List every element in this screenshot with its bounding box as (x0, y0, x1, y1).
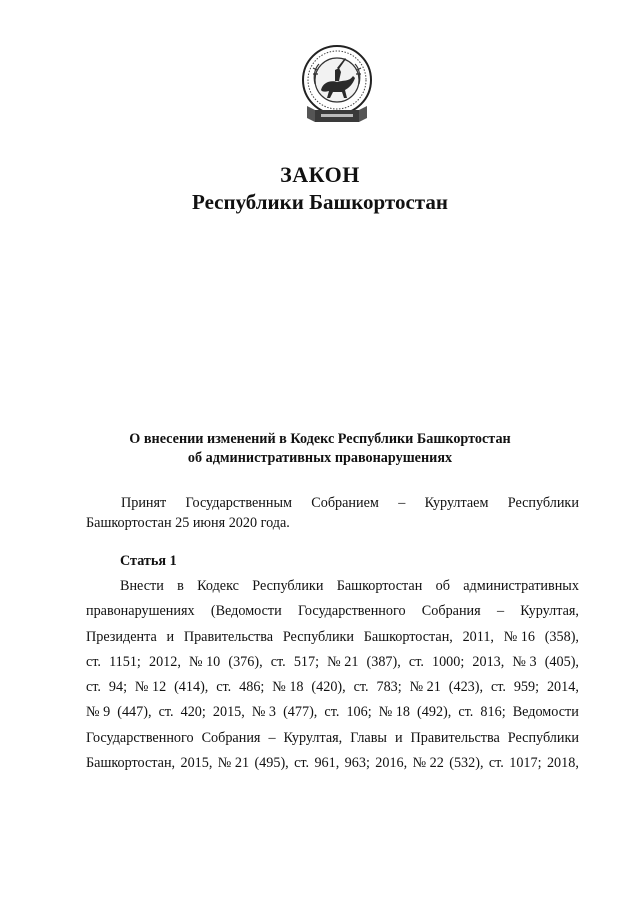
article-word: Главы (350, 729, 387, 746)
article-word: № 21 (217, 755, 250, 772)
article-word: (405), (544, 653, 579, 670)
adoption-word: Курултаем (424, 495, 489, 511)
article-line (86, 574, 579, 599)
article-word: № 9 (86, 704, 111, 721)
article-word: № 12 (134, 679, 167, 696)
article-word: Правительства (410, 729, 500, 746)
article-word: 1000; (431, 653, 465, 670)
article-line (86, 650, 579, 675)
article-word: 1017; (509, 755, 542, 772)
article-word: 94; (108, 679, 128, 696)
article-line (86, 751, 579, 776)
article-line (86, 599, 579, 624)
article-word: (532), (449, 755, 484, 772)
article-word: Собрания (421, 603, 481, 620)
law-name-line-2: об административных правонарушениях (187, 450, 453, 466)
article-word: (447), (117, 704, 152, 721)
article-word: 2012, (148, 653, 181, 670)
article-word: 963; (344, 755, 370, 772)
article-line (86, 700, 579, 725)
article-word: ст. (270, 653, 286, 670)
article-word: ст. (324, 704, 340, 721)
article-word: № 21 (327, 653, 359, 670)
article-word: 106; (346, 704, 372, 721)
article-word: Ведомости (512, 704, 579, 721)
article-word: административных (463, 578, 579, 594)
article-word: № 3 (512, 653, 537, 670)
law-name-line-1: О внесении изменений в Кодекс Республики Башкортостан (129, 431, 511, 447)
document-title: ЗАКОН (280, 162, 360, 187)
article-word: № 22 (412, 755, 444, 772)
article-word: Собрания (201, 729, 261, 746)
article-line (86, 675, 579, 700)
article-word: 961, (314, 755, 340, 772)
article-word: (387), (366, 653, 401, 670)
adoption-note (86, 493, 579, 533)
adoption-word: Государственным (185, 495, 292, 511)
article-word: Правительства (183, 628, 274, 645)
article-word: 2015, (212, 704, 245, 721)
article-word: (376), (228, 653, 263, 670)
article-word: № 18 (272, 679, 304, 696)
article-word: Государственного (86, 729, 194, 746)
article-word: (Ведомости (210, 603, 282, 620)
article-word: (495), (254, 755, 289, 772)
article-word: (420), (311, 679, 346, 696)
article-body (86, 574, 579, 776)
article-word: Башкортостан, (363, 628, 453, 645)
article-word: 420; (180, 704, 206, 721)
article-word: Республики (282, 628, 355, 645)
article-word: Башкортостан, (86, 755, 176, 772)
article-word: 816; (480, 704, 506, 721)
article-word: и (394, 729, 403, 746)
article-word: (358), (544, 628, 579, 645)
adoption-word: Республики (507, 495, 579, 511)
article-word: (423), (448, 679, 484, 696)
adoption-word: Принят (121, 495, 167, 511)
article-word: 959; (513, 679, 540, 696)
article-word: ст. (353, 679, 369, 696)
article-word: Кодекс (197, 578, 239, 594)
article-word: № 16 (503, 628, 535, 645)
article-word: (492), (417, 704, 452, 721)
article-word: № 18 (378, 704, 410, 721)
article-word: 517; (293, 653, 320, 670)
article-word: ст. (86, 679, 101, 696)
adoption-line-2: Башкортостан 25 июня 2020 года. (86, 515, 290, 531)
article-word: ст. (216, 679, 232, 696)
article-word: ст. (490, 679, 506, 696)
article-word: 2014, (546, 679, 579, 696)
article-word: № 21 (409, 679, 441, 696)
article-word: 2015, (180, 755, 213, 772)
article-word: правонарушениях (86, 603, 195, 620)
article-heading: Статья 1 (120, 553, 177, 569)
article-line (86, 726, 579, 751)
article-word: в (177, 578, 184, 594)
article-word: № 3 (251, 704, 277, 721)
article-word: Республики (252, 578, 324, 594)
article-line (86, 625, 579, 650)
article-word: 2013, (472, 653, 505, 670)
article-word: (414), (174, 679, 209, 696)
adoption-word: Собранием (311, 495, 379, 511)
article-word: ст. (294, 755, 310, 772)
article-word: – (496, 603, 505, 620)
law-name (0, 430, 640, 468)
article-word: Государственного (297, 603, 406, 620)
article-word: Республики (507, 729, 579, 746)
article-word: ст. (458, 704, 474, 721)
article-word: (477), (283, 704, 318, 721)
article-word: Внести (120, 578, 164, 594)
article-word: Башкортостан (336, 578, 423, 594)
article-word: 486; (239, 679, 265, 696)
article-word: Курултая, (520, 603, 579, 620)
article-word: 783; (376, 679, 402, 696)
article-word: Президента (86, 628, 157, 645)
adoption-line-1 (86, 493, 579, 513)
article-word: ст. (408, 653, 424, 670)
article-word: ст. (158, 704, 174, 721)
article-word: 2016, (375, 755, 408, 772)
article-word: 2011, (462, 628, 494, 645)
article-word: об (435, 578, 450, 594)
article-word: ст. (86, 653, 101, 670)
adoption-word: – (398, 495, 406, 511)
article-word: ст. (488, 755, 504, 772)
article-word: 1151; (109, 653, 141, 670)
article-word: и (166, 628, 175, 645)
document-subtitle: Республики Башкортостан (192, 190, 448, 214)
coat-of-arms-icon (301, 40, 373, 136)
article-word: 2018, (546, 755, 579, 772)
article-word: – (268, 729, 276, 746)
article-word: № 10 (188, 653, 221, 670)
article-word: Курултая, (283, 729, 343, 746)
